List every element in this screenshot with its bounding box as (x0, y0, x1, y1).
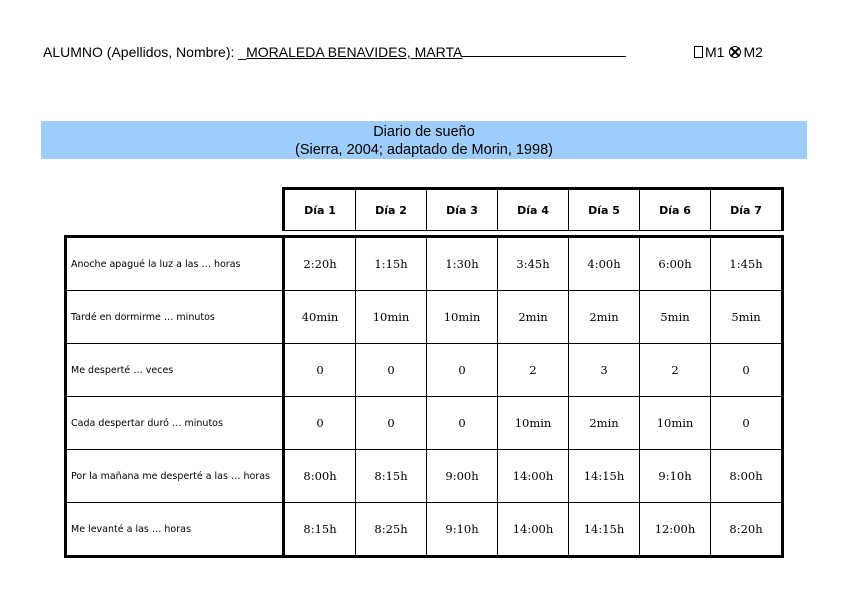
value-cell[interactable]: 2min (569, 291, 640, 344)
name-underline (462, 44, 626, 57)
value-cell[interactable]: 0 (284, 397, 356, 450)
row-label: Anoche apagué la luz a las … horas (66, 237, 284, 291)
value-cell[interactable]: 0 (427, 397, 498, 450)
value-cell[interactable]: 0 (711, 397, 783, 450)
value-cell[interactable]: 40min (284, 291, 356, 344)
day-header-5: Día 5 (569, 189, 640, 231)
title-banner (41, 121, 807, 159)
day-header-2: Día 2 (356, 189, 427, 231)
value-cell[interactable]: 0 (356, 344, 427, 397)
value-cell[interactable]: 10min (498, 397, 569, 450)
modality-options (694, 44, 763, 60)
value-cell[interactable]: 0 (356, 397, 427, 450)
student-header (43, 44, 803, 60)
option1-label: M1 (705, 44, 725, 60)
day-header-1: Día 1 (284, 189, 356, 231)
value-cell[interactable]: 1:30h (427, 237, 498, 291)
value-cell[interactable]: 1:15h (356, 237, 427, 291)
table-row (66, 397, 783, 450)
value-cell[interactable]: 0 (284, 344, 356, 397)
student-label: ALUMNO (Apellidos, Nombre): (43, 44, 235, 60)
option1-checkbox-icon[interactable] (694, 46, 703, 58)
row-label: Me levanté a las … horas (66, 503, 284, 557)
row-label: Me desperté … veces (66, 344, 284, 397)
value-cell[interactable]: 8:00h (711, 450, 783, 503)
value-cell[interactable]: 2 (498, 344, 569, 397)
value-cell[interactable]: 10min (356, 291, 427, 344)
value-cell[interactable]: 5min (711, 291, 783, 344)
sleep-diary-table (64, 187, 784, 558)
table-row (66, 503, 783, 557)
value-cell[interactable]: 14:00h (498, 450, 569, 503)
value-cell[interactable]: 8:20h (711, 503, 783, 557)
value-cell[interactable]: 0 (711, 344, 783, 397)
value-cell[interactable]: 14:00h (498, 503, 569, 557)
day-header-7: Día 7 (711, 189, 783, 231)
value-cell[interactable]: 2:20h (284, 237, 356, 291)
value-cell[interactable]: 9:10h (640, 450, 711, 503)
value-cell[interactable]: 10min (640, 397, 711, 450)
row-label: Tardé en dormirme … minutos (66, 291, 284, 344)
value-cell[interactable]: 2min (569, 397, 640, 450)
value-cell[interactable]: 14:15h (569, 503, 640, 557)
value-cell[interactable]: 6:00h (640, 237, 711, 291)
day-header-6: Día 6 (640, 189, 711, 231)
option2-label: M2 (743, 44, 763, 60)
table-row (66, 344, 783, 397)
value-cell[interactable]: 3 (569, 344, 640, 397)
day-header-4: Día 4 (498, 189, 569, 231)
student-name: MORALEDA BENAVIDES, MARTA (246, 44, 463, 60)
value-cell[interactable]: 8:25h (356, 503, 427, 557)
value-cell[interactable]: 5min (640, 291, 711, 344)
table-row (66, 291, 783, 344)
corner-cell (66, 189, 284, 231)
value-cell[interactable]: 12:00h (640, 503, 711, 557)
value-cell[interactable]: 9:10h (427, 503, 498, 557)
row-label: Por la mañana me desperté a las … horas (66, 450, 284, 503)
value-cell[interactable]: 2min (498, 291, 569, 344)
value-cell[interactable]: 8:00h (284, 450, 356, 503)
value-cell[interactable]: 2 (640, 344, 711, 397)
table-row (66, 237, 783, 291)
value-cell[interactable]: 14:15h (569, 450, 640, 503)
table-header-row (66, 189, 783, 231)
value-cell[interactable]: 4:00h (569, 237, 640, 291)
value-cell[interactable]: 8:15h (356, 450, 427, 503)
value-cell[interactable]: 8:15h (284, 503, 356, 557)
diary-title: Diario de sueño (373, 124, 475, 140)
table-row (66, 450, 783, 503)
value-cell[interactable]: 1:45h (711, 237, 783, 291)
option2-checked-icon[interactable] (729, 46, 741, 58)
student-name-field[interactable]: _MORALEDA BENAVIDES, MARTA (238, 44, 626, 60)
diary-subtitle: (Sierra, 2004; adaptado de Morin, 1998) (295, 142, 553, 158)
row-label: Cada despertar duró … minutos (66, 397, 284, 450)
day-header-3: Día 3 (427, 189, 498, 231)
value-cell[interactable]: 10min (427, 291, 498, 344)
value-cell[interactable]: 9:00h (427, 450, 498, 503)
value-cell[interactable]: 3:45h (498, 237, 569, 291)
value-cell[interactable]: 0 (427, 344, 498, 397)
